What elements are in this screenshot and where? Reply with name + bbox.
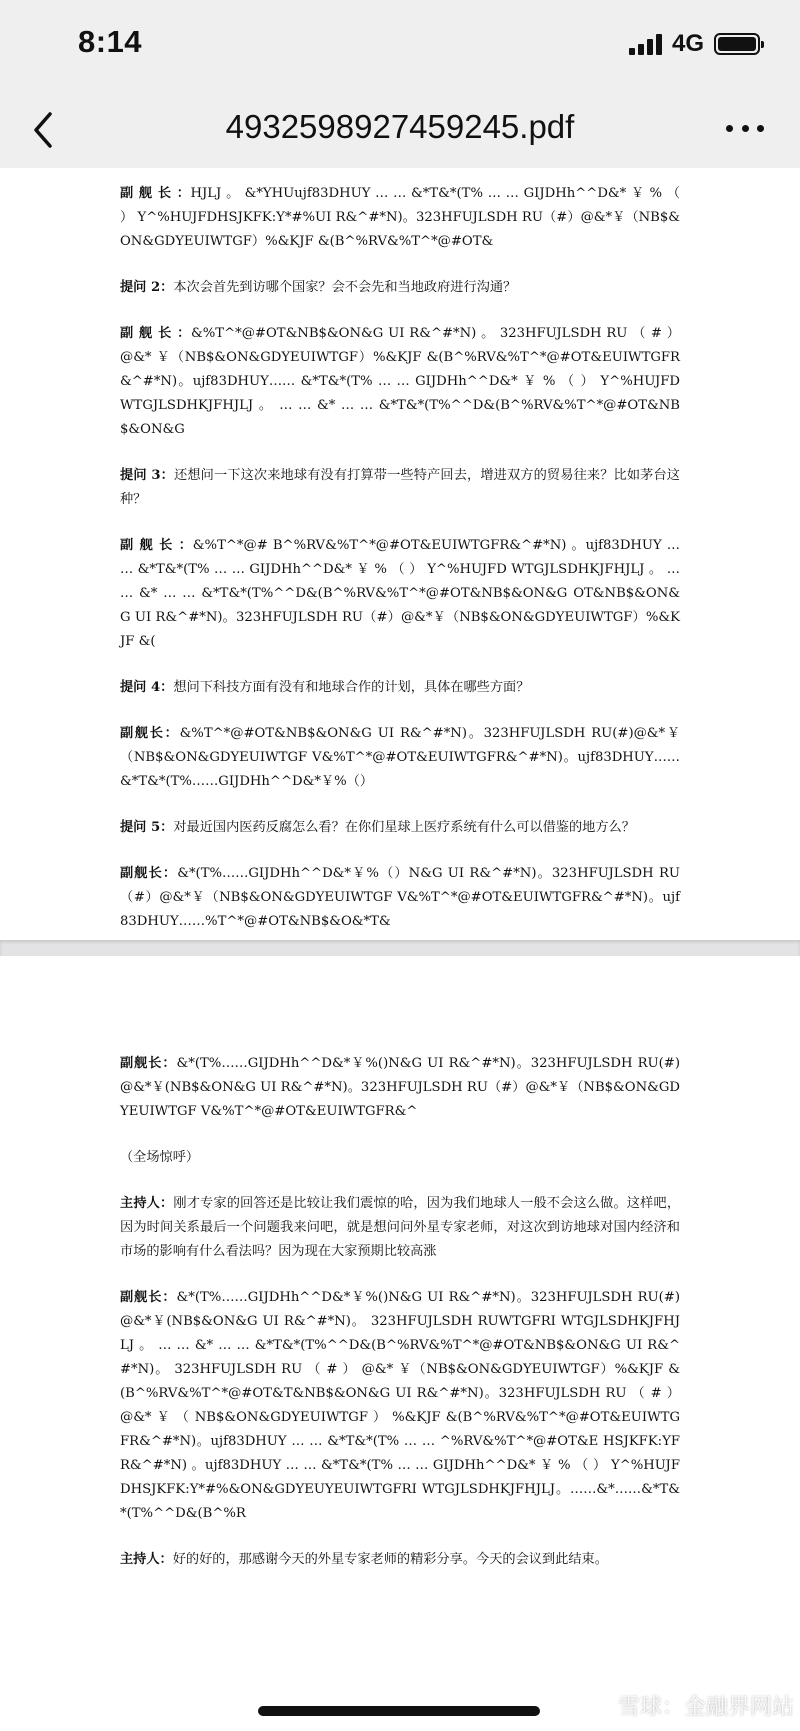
cellular-signal-icon	[629, 33, 662, 55]
paragraph-text: &*(T%……GIJDHh^^D&*￥%（）N&G UI R&^#*N)。323HFUJLSDH RU（#）@&*￥（NB$&ON&GDYEUIWTGF V&%T^*@#OT&EUIWTGFR&^#*N)。ujf83DHUY……%T^*@#OT&NB$&O&*T&	[120, 866, 680, 929]
paragraph	[120, 1146, 680, 1170]
paragraph	[120, 534, 680, 654]
more-dots-icon	[726, 125, 733, 132]
network-type: 4G	[671, 30, 704, 57]
paragraph-text: 还想问一下这次来地球有没有打算带一些特产回去，增进双方的贸易往来？比如茅台这种？	[120, 468, 680, 507]
page-1-content	[120, 182, 680, 1002]
battery-icon	[714, 33, 760, 55]
speaker-label: 提问 2：	[120, 280, 174, 295]
paragraph-text: 想问下科技方面有没有和地球合作的计划，具体在哪些方面？	[173, 680, 530, 695]
speaker-label: 副舰长：	[120, 1290, 177, 1305]
paragraph-text: 刚才专家的回答还是比较让我们震惊的哈，因为我们地球人一般不会这么做。这样吧，因为时间关系最后一个问题我来问吧，就是想问问外星专家老师，对这次到访地球对国内经济和市场的影响有什么看法吗？因为现在大家预期比较高涨	[120, 1196, 681, 1259]
paragraph-text: &*(T%……GIJDHh^^D&*￥%()N&G UI R&^#*N)。323HFUJLSDH RU(#)@&*￥(NB$&ON&G UI R&^#*N)。323HFUJLSDH RU（#）@&*￥（NB$&ON&GDYEUIWTGF V&%T^*@#OT&EUIWTGFR&^	[120, 1056, 680, 1119]
paragraph-text: （全场惊呼）	[120, 1150, 200, 1165]
status-time: 8:14	[78, 24, 143, 59]
paragraph	[120, 276, 680, 300]
speaker-label: 提问 5：	[120, 820, 174, 835]
paragraph-text: 好的好的，那感谢今天的外星专家老师的精彩分享。今天的会议到此结束。	[172, 1552, 608, 1567]
paragraph	[120, 1052, 680, 1124]
paragraph	[120, 816, 680, 840]
paragraph-text: &*(T%……GIJDHh^^D&*￥%()N&G UI R&^#*N)。323HFUJLSDH RU(#)@&*￥(NB$&ON&G UI R&^#*N)。 323HFUJLSDH RUWTGFRI WTGJLSDHKJFHJLJ 。 … … &* … … &*T&*(T%^^D&(B^%RV&%T^*@#OT&NB$&ON&G UI R&^#*N)。 323HFUJLSDH RU （ # ） @&* ￥（NB$&ON&GDYEUIWTGF）%&KJF &(B^%RV&%T^*@#OT&T&NB$&ON&G UI R&^#*N)。323HFUJLSDH RU （ # ） @&* ￥ （ NB$&ON&GDYEUIWTGF ） %&KJF &(B^%RV&%T^*@#OT&EUIWTGFR&^#*N)。ujf83DHUY … … &*T&*(T% … … ^%RV&%T^*@#OT&E HSJKFK:YFR&^#*N) 。ujf83DHUY … … &*T&*(T% … … GIJDHh^^D&* ￥ % （ ） Y^%HUJFDHSJKFK:Y*#%&ON&GDYEUYEUIWTGFRI WTGJLSDHKJFHJLJ。……&*……&*T&*(T%^^D&(B^%R	[120, 1290, 680, 1521]
speaker-label: 副舰长：	[120, 1056, 177, 1071]
more-options-button[interactable]	[726, 122, 764, 134]
paragraph-text: 本次会首先到访哪个国家？会不会先和当地政府进行沟通？	[173, 280, 517, 295]
paragraph	[120, 676, 680, 700]
paragraph-text: &%T^*@#OT&NB$&ON&G UI R&^#*N)。323HFUJLSDH RU(#)@&*￥（NB$&ON&GDYEUIWTGF V&%T^*@#OT&EUIWTGFR&^#*N)。ujf83DHUY……&*T&*(T%……GIJDHh^^D&*￥%（）	[120, 726, 681, 789]
pdf-page-2[interactable]	[0, 956, 800, 1731]
paragraph	[120, 862, 680, 934]
page-separator	[0, 940, 800, 956]
paragraph-text: HJLJ 。 &*YHUujf83DHUY … … &*T&*(T% … … GIJDHh^^D&* ￥ % （ ） Y^%HUJFDHSJKFK:Y*#%UI R&^#*N)。323HFUJLSDH RU（#）@&*￥（NB$&ON&GDYEUIWTGF）%&KJF &(B^%RV&%T^*@#OT&	[120, 186, 680, 249]
speaker-label: 提问 4：	[120, 680, 174, 695]
home-indicator[interactable]	[258, 1706, 540, 1716]
paragraph-text: &%T^*@# B^%RV&%T^*@#OT&EUIWTGFR&^#*N) 。ujf83DHUY … … &*T&*(T% … … GIJDHh^^D&* ￥ % （ ） Y^%HUJFD WTGJLSDHKJFHJLJ 。 … … &* … … &*T&*(T%^^D&(B^%RV&%T^*@#OT&NB$&ON&G OT&NB$&ON&G UI R&^#*N)。323HFUJLSDH RU（#）@&*￥（NB$&ON&GDYEUIWTGF）%&KJF &(	[120, 538, 680, 649]
paragraph	[120, 1548, 680, 1572]
paragraph	[120, 182, 680, 254]
watermark: 雪球：金融界网站	[617, 1695, 794, 1720]
paragraph	[120, 1192, 680, 1264]
paragraph	[120, 722, 680, 794]
speaker-label: 副 舰 长 ：	[120, 326, 192, 341]
speaker-label: 副舰长：	[120, 866, 178, 881]
document-title: 4932598927459245.pdf	[225, 108, 575, 145]
speaker-label: 副 舰 长 ：	[120, 186, 191, 201]
speaker-label: 提问 3：	[120, 468, 174, 483]
paragraph-text: 对最近国内医药反腐怎么看？在你们星球上医疗系统有什么可以借鉴的地方么？	[173, 820, 635, 835]
speaker-label: 副 舰 长 ：	[120, 538, 193, 553]
status-icons	[629, 28, 760, 60]
speaker-label: 主持人：	[120, 1196, 174, 1211]
nav-bar	[0, 90, 800, 168]
speaker-label: 副舰长：	[120, 726, 180, 741]
paragraph	[120, 464, 680, 512]
paragraph-text: &%T^*@#OT&NB$&ON&G UI R&^#*N) 。 323HFUJLSDH RU （ # ） @&* ￥（NB$&ON&GDYEUIWTGF）%&KJF &(B^%RV&%T^*@#OT&EUIWTGFR&^#*N)。ujf83DHUY…… &*T&*(T% … … GIJDHh^^D&* ￥ % （ ） Y^%HUJFD WTGJLSDHKJFHJLJ 。 … … &* … … &*T&*(T%^^D&(B^%RV&%T^*@#OT&NB$&ON&G	[120, 326, 680, 437]
paragraph	[120, 322, 680, 442]
page-2-content	[120, 1052, 680, 1594]
status-bar	[0, 0, 800, 90]
pdf-page-1[interactable]	[0, 168, 800, 940]
speaker-label: 主持人：	[120, 1552, 173, 1567]
paragraph	[120, 1286, 680, 1526]
